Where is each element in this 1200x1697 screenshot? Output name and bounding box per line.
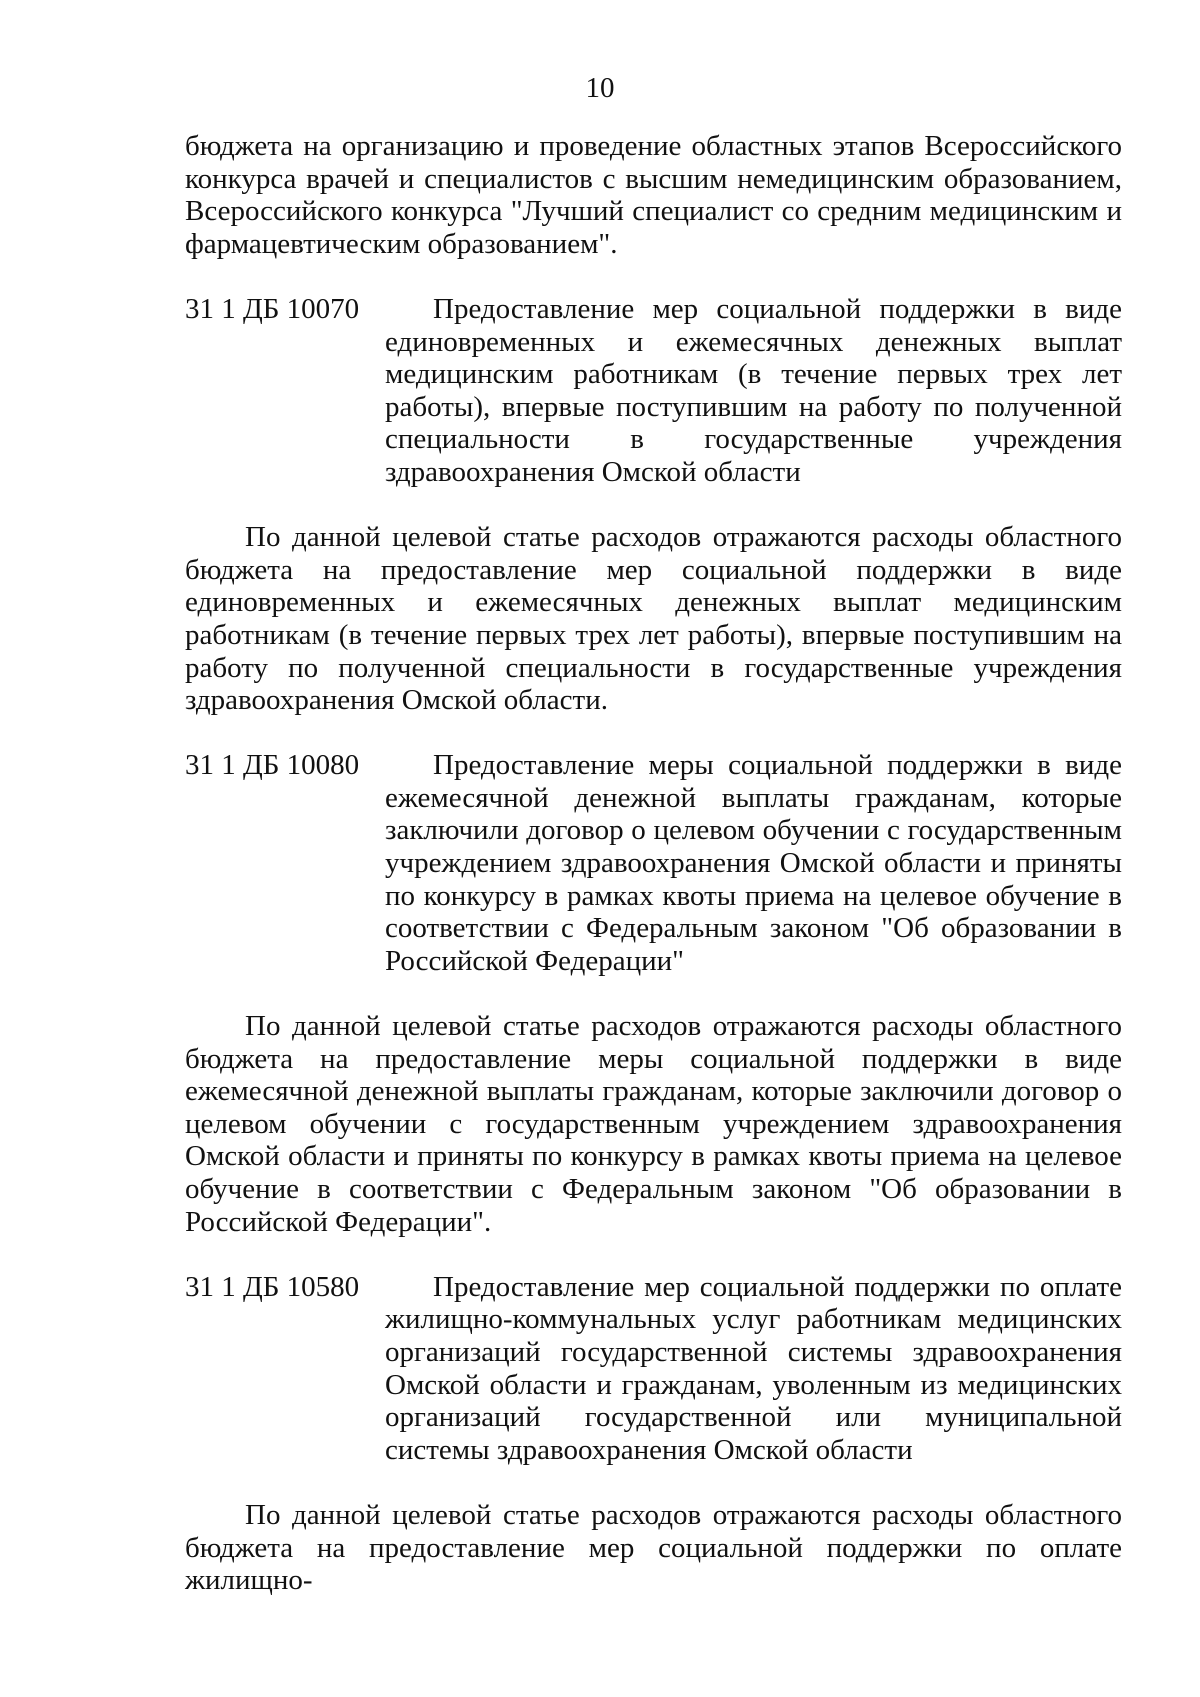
entry-title: Предоставление мер социальной поддержки по оплате жилищно-коммунальных услуг работникам медицинских организаций государственной системы здравоохранения Омской области и гражданам, уволенным из медицинских организаций государственной или муниципальной системы здравоохранения Омской области <box>385 1270 1122 1466</box>
spacer <box>185 260 1122 293</box>
spacer <box>185 1466 1122 1499</box>
spacer <box>185 977 1122 1010</box>
document-body <box>185 130 1122 1597</box>
page-number: 10 <box>585 72 615 104</box>
entry-code: 31 1 ДБ 10080 <box>185 749 360 782</box>
intro-paragraph: бюджета на организацию и проведение областных этапов Всероссийского конкурса врачей и специалистов с высшим немедицинским образованием, Всероссийского конкурса "Лучший специалист со средним медицинским и фармацевтическим образованием". <box>185 130 1122 260</box>
entry-code: 31 1 ДБ 10070 <box>185 292 360 325</box>
budget-entry <box>185 293 1122 489</box>
spacer <box>185 489 1122 522</box>
spacer <box>185 1238 1122 1271</box>
budget-entry <box>185 749 1122 977</box>
spacer <box>185 717 1122 750</box>
entry-description: По данной целевой статье расходов отражаются расходы областного бюджета на предоставление мер социальной поддержки по оплате жилищно- <box>185 1498 1122 1597</box>
entry-code: 31 1 ДБ 10580 <box>185 1270 360 1303</box>
entry-title: Предоставление мер социальной поддержки в виде единовременных и ежемесячных денежных выплат медицинским работникам (в течение первых трех лет работы), впервые поступившим на работу по полученной специальности в государственные учреждения здравоохранения Омской области <box>385 292 1122 488</box>
entry-description: По данной целевой статье расходов отражаются расходы областного бюджета на предоставление мер социальной поддержки в виде единовременных и ежемесячных денежных выплат медицинским работникам (в течение первых трех лет работы), впервые поступившим на работу по полученной специальности в государственные учреждения здравоохранения Омской области. <box>185 521 1122 717</box>
budget-entry <box>185 1271 1122 1467</box>
entry-title: Предоставление меры социальной поддержки в виде ежемесячной денежной выплаты гражданам, которые заключили договор о целевом обучении с государственным учреждением здравоохранения Омской области и приняты по конкурсу в рамках квоты приема на целевое обучение в соответствии с Федеральным законом "Об образовании в Российской Федерации" <box>385 749 1122 977</box>
entry-description: По данной целевой статье расходов отражаются расходы областного бюджета на предоставление меры социальной поддержки в виде ежемесячной денежной выплаты гражданам, которые заключили договор о целевом обучении с государственным учреждением здравоохранения Омской области и приняты по конкурсу в рамках квоты приема на целевое обучение в соответствии с Федеральным законом "Об образовании в Российской Федерации". <box>185 1010 1122 1238</box>
